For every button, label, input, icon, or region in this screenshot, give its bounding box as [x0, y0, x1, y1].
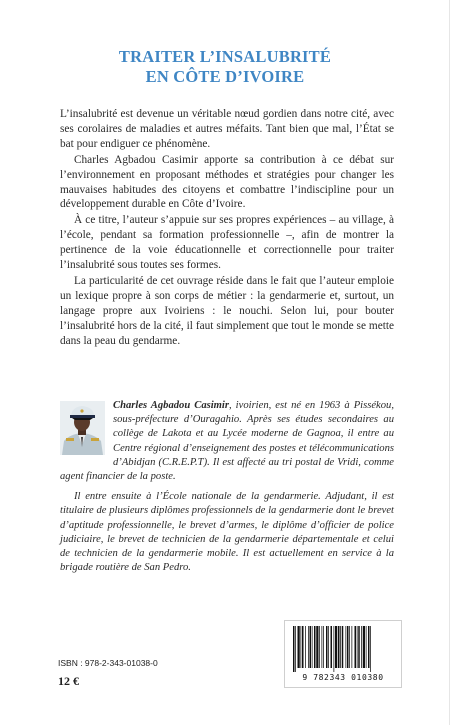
title-line-1: TRAITER L’INSALUBRITÉ [118, 47, 332, 66]
barcode-digits: 9 782343 010380 [302, 673, 384, 682]
author-name: Charles Agbadou Casimir [113, 400, 229, 411]
barcode-bars [291, 626, 397, 672]
barcode-bar [305, 626, 306, 668]
barcode-bar [326, 626, 328, 668]
isbn: ISBN : 978-2-343-01038-0 [58, 658, 158, 668]
barcode-bar [293, 626, 295, 672]
barcode-bar [310, 626, 312, 668]
barcode-bar [338, 626, 340, 668]
barcode-bar [361, 626, 362, 668]
barcode-bar [334, 626, 335, 672]
barcode-bar [295, 626, 296, 672]
barcode-bar [352, 626, 353, 668]
barcode-bar [301, 626, 302, 668]
bio-text-1: , ivoirien, est né en 1963 à Pissékou, sous-préfecture d’Ouragahio. Après ses études secondaires au collège de Lakota et au Lycée moderne de Gagnoa, il entre au Centre régional d’enseignement des postes et télécommunications d’Abidjan (C.R.E.P.T). Il est affecté au tri postal de Vridi, comme agent financier de la poste. [60, 400, 395, 483]
barcode-bar [358, 626, 360, 668]
barcode-bar [319, 626, 320, 668]
barcode-bar [322, 626, 323, 668]
barcode-bar [347, 626, 349, 668]
book-summary [60, 107, 394, 349]
barcode-bar [366, 626, 367, 668]
bio-paragraph-2: Il entre ensuite à l’École nationale de la gendarmerie. Adjudant, il est titulaire de plusieurs diplômes professionnels de la gendarmerie dont le brevet d’aptitude professionnelle, le brevet d’armes, le diplôme d’officier de police judiciaire, le brevet de technicien de la gendarmerie départementale et celui de technicien de la gendarmerie mobile. Il est actuellement en service à la brigade routière de San Pedro. [60, 491, 394, 574]
book-title [0, 47, 450, 87]
title-line-2: EN CÔTE D’IVOIRE [145, 67, 305, 86]
barcode-bar [349, 626, 350, 668]
barcode-bar [302, 626, 304, 668]
barcode-bar [370, 626, 371, 672]
barcode-bar [346, 626, 347, 668]
bio-paragraph-1 [60, 399, 394, 484]
summary-paragraph: À ce titre, l’auteur s’appuie sur ses propres expériences – au village, à l’école, pendant sa formation professionnelle –, afin de montrer la pertinence de la voie éducationnelle et correctionnelle pour traiter l’insalubrité sous toutes ses formes. [60, 214, 394, 272]
author-biography [60, 399, 394, 575]
barcode-bar [308, 626, 309, 668]
barcode-bar [340, 626, 341, 668]
barcode-bar [363, 626, 365, 668]
barcode-bar [323, 626, 324, 668]
barcode-bar [357, 626, 358, 668]
barcode [284, 620, 402, 688]
barcode-bar [298, 626, 300, 668]
author-photo [60, 401, 105, 455]
barcode-bar [355, 626, 357, 668]
summary-paragraph: L’insalubrité est devenue un véritable nœud gordien dans notre cité, avec ses corolaires de maladies et autres méfaits. Tant bien que mal, l’État se bat pour endiguer ce phénomène. [60, 108, 394, 150]
price: 12 € [58, 674, 79, 688]
barcode-bar [316, 626, 318, 668]
barcode-bar [312, 626, 313, 668]
barcode-bar [335, 626, 337, 668]
summary-paragraph: La particularité de cet ouvrage réside dans le fait que l’auteur emploie un lexique propre à son corps de métier : la gendarmerie et, surtout, un langage propre aux Ivoiriens : le nouchi. Selon lui, pour bouter l’insalubrité hors de la cité, il faut simplement que tout le monde se mette dans la peau du gendarme. [60, 274, 394, 347]
barcode-bar [314, 626, 316, 668]
barcode-bar [328, 626, 329, 668]
summary-paragraph: Charles Agbadou Casimir apporte sa contribution à ce débat sur l’environnement en proposant méthodes et stratégies pour changer les mauvaises habitudes des citoyens et combattre l’indiscipline pour un développement durable en Côte d’Ivoire. [60, 153, 394, 211]
barcode-bar [331, 626, 333, 668]
barcode-bar [342, 626, 344, 668]
barcode-bar [368, 626, 370, 668]
